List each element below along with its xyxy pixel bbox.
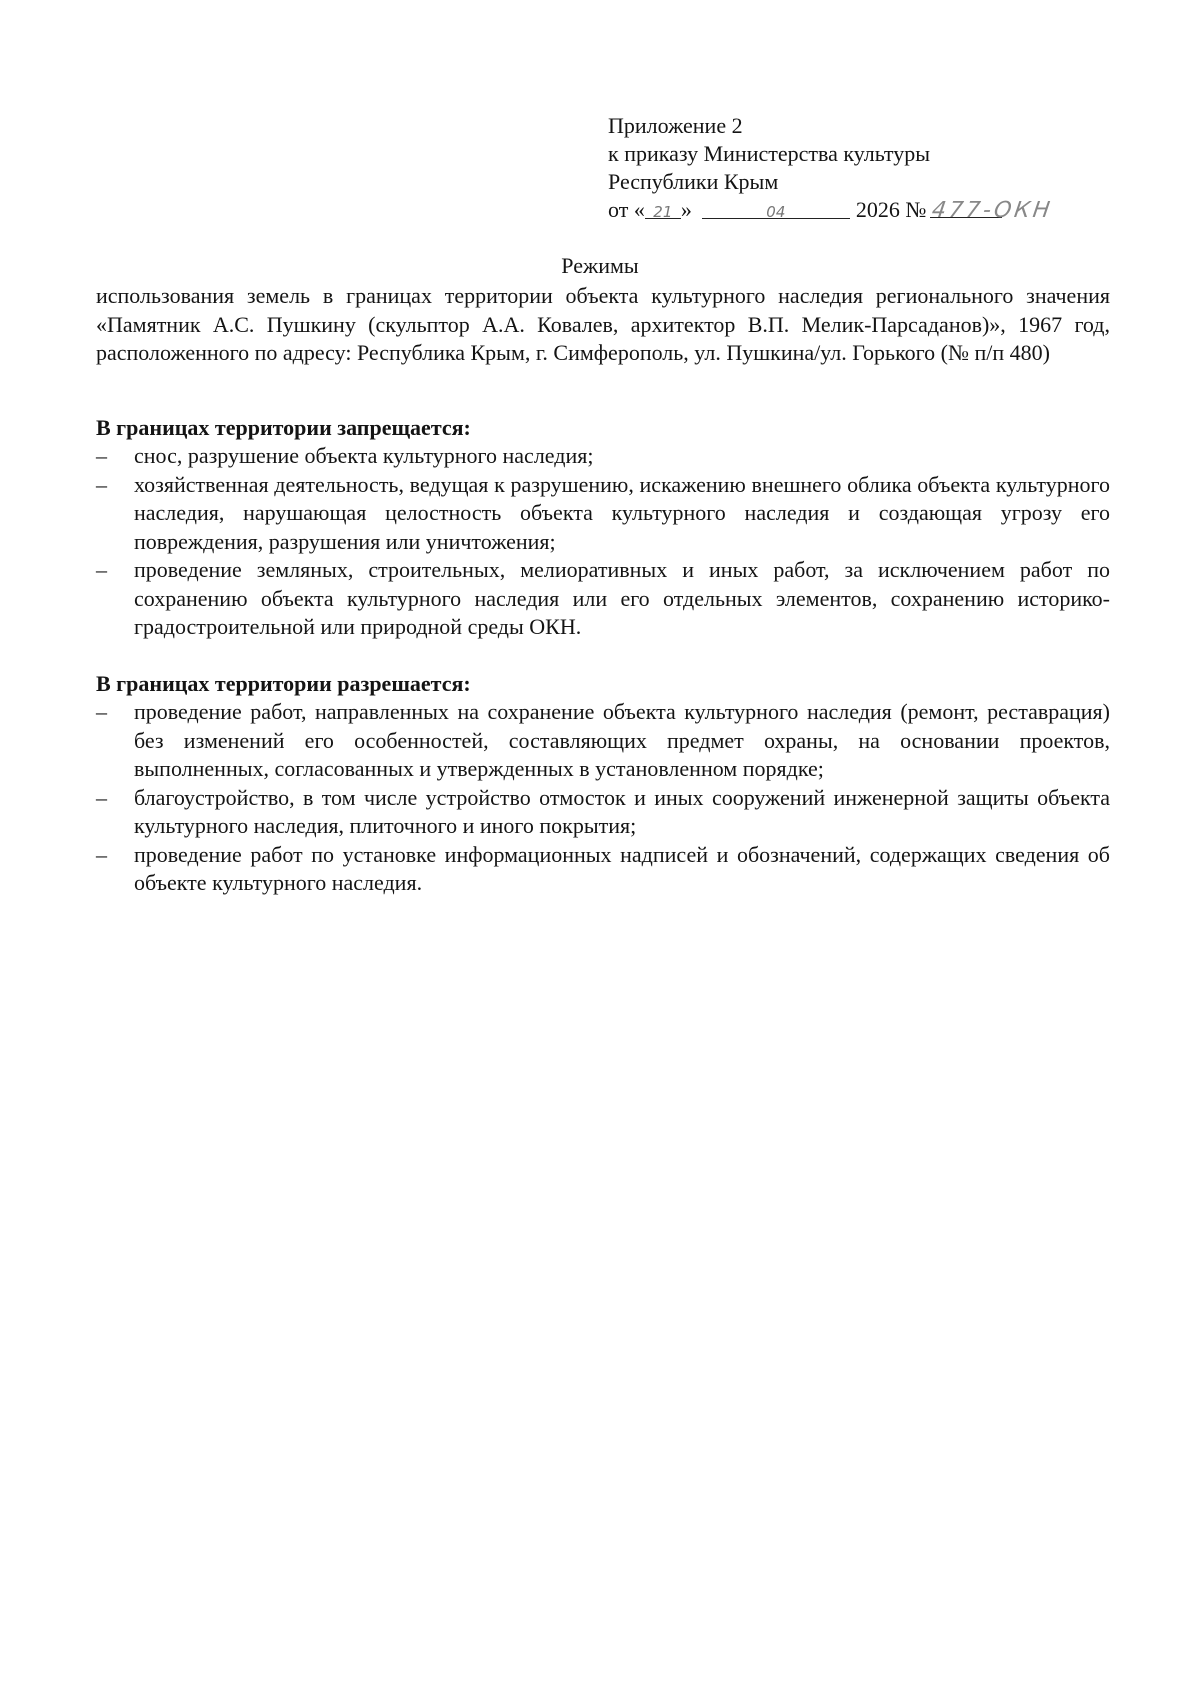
date-month-field bbox=[702, 198, 850, 219]
list-item-text: благоустройство, в том числе устройство отмосток и иных сооружений инженерной защиты объекта культурного наследия, плиточного и иного покрытия; bbox=[134, 784, 1110, 838]
document-intro: использования земель в границах территории объекта культурного наследия регионального значения «Памятник А.С. Пушкину (скульптор А.А. Ковалев, архитектор В.П. Мелик-Парсаданов)», 1967 год, расположенного по адресу: Республика Крым, г. Симферополь, ул. Пушкина/ул. Горького (№ п/п 480) bbox=[96, 283, 1110, 365]
permitted-list bbox=[96, 698, 1110, 898]
list-item bbox=[96, 471, 1110, 557]
prohibited-list bbox=[96, 442, 1110, 642]
appendix-order-reference: к приказу Министерства культуры bbox=[608, 141, 931, 166]
order-number-handwritten: 477-ОКН bbox=[930, 198, 1055, 223]
permitted-heading: В границах территории разрешается: bbox=[96, 671, 471, 696]
bullet-dash: – bbox=[96, 699, 107, 724]
bullet-dash: – bbox=[96, 443, 107, 468]
date-day-field bbox=[645, 198, 681, 219]
prohibited-section bbox=[96, 414, 1110, 642]
date-day-handwritten: 21 bbox=[653, 203, 673, 221]
appendix-ministry-region: Республики Крым bbox=[608, 169, 779, 194]
appendix-number: Приложение 2 bbox=[608, 113, 743, 138]
list-item bbox=[96, 556, 1110, 642]
list-item-text: проведение работ, направленных на сохранение объекта культурного наследия (ремонт, реставрация) без изменений его особенностей, составляющих предмет охраны, на основании проектов, выполненных, согласованных и утвержденных в установленном порядке; bbox=[134, 699, 1110, 781]
list-item bbox=[96, 698, 1110, 784]
bullet-dash: – bbox=[96, 557, 107, 582]
appendix-header bbox=[608, 112, 1055, 224]
list-item bbox=[96, 841, 1110, 898]
appendix-date-line bbox=[608, 196, 1055, 224]
list-item-text: хозяйственная деятельность, ведущая к разрушению, искажению внешнего облика объекта культурного наследия, нарушающая целостность объекта культурного наследия и создающая угрозу его повреждения, разрушения или уничтожения; bbox=[134, 471, 1110, 554]
bullet-dash: – bbox=[96, 841, 107, 867]
date-month-handwritten: 04 bbox=[766, 203, 786, 221]
list-item-text: проведение земляных, строительных, мелиоративных и иных работ, за исключением работ по сохранению объекта культурного наследия или его отдельных элементов, сохранению историко-градостроительной или природной среды ОКН. bbox=[134, 557, 1110, 639]
list-item bbox=[96, 442, 1110, 471]
permitted-section bbox=[96, 670, 1110, 898]
list-item-text: снос, разрушение объекта культурного наследия; bbox=[134, 443, 594, 468]
bullet-dash: – bbox=[96, 471, 107, 497]
bullet-dash: – bbox=[96, 784, 107, 810]
date-prefix: от « bbox=[608, 197, 645, 222]
date-mid: » bbox=[680, 197, 692, 222]
date-year-and-number-sign: 2026 № bbox=[855, 197, 927, 222]
list-item bbox=[96, 784, 1110, 841]
document-title: Режимы bbox=[561, 253, 639, 278]
prohibited-heading: В границах территории запрещается: bbox=[96, 415, 471, 440]
list-item-text: проведение работ по установке информационных надписей и обозначений, содержащих сведения об объекте культурного наследия. bbox=[134, 841, 1110, 895]
order-number-field bbox=[930, 197, 1055, 223]
